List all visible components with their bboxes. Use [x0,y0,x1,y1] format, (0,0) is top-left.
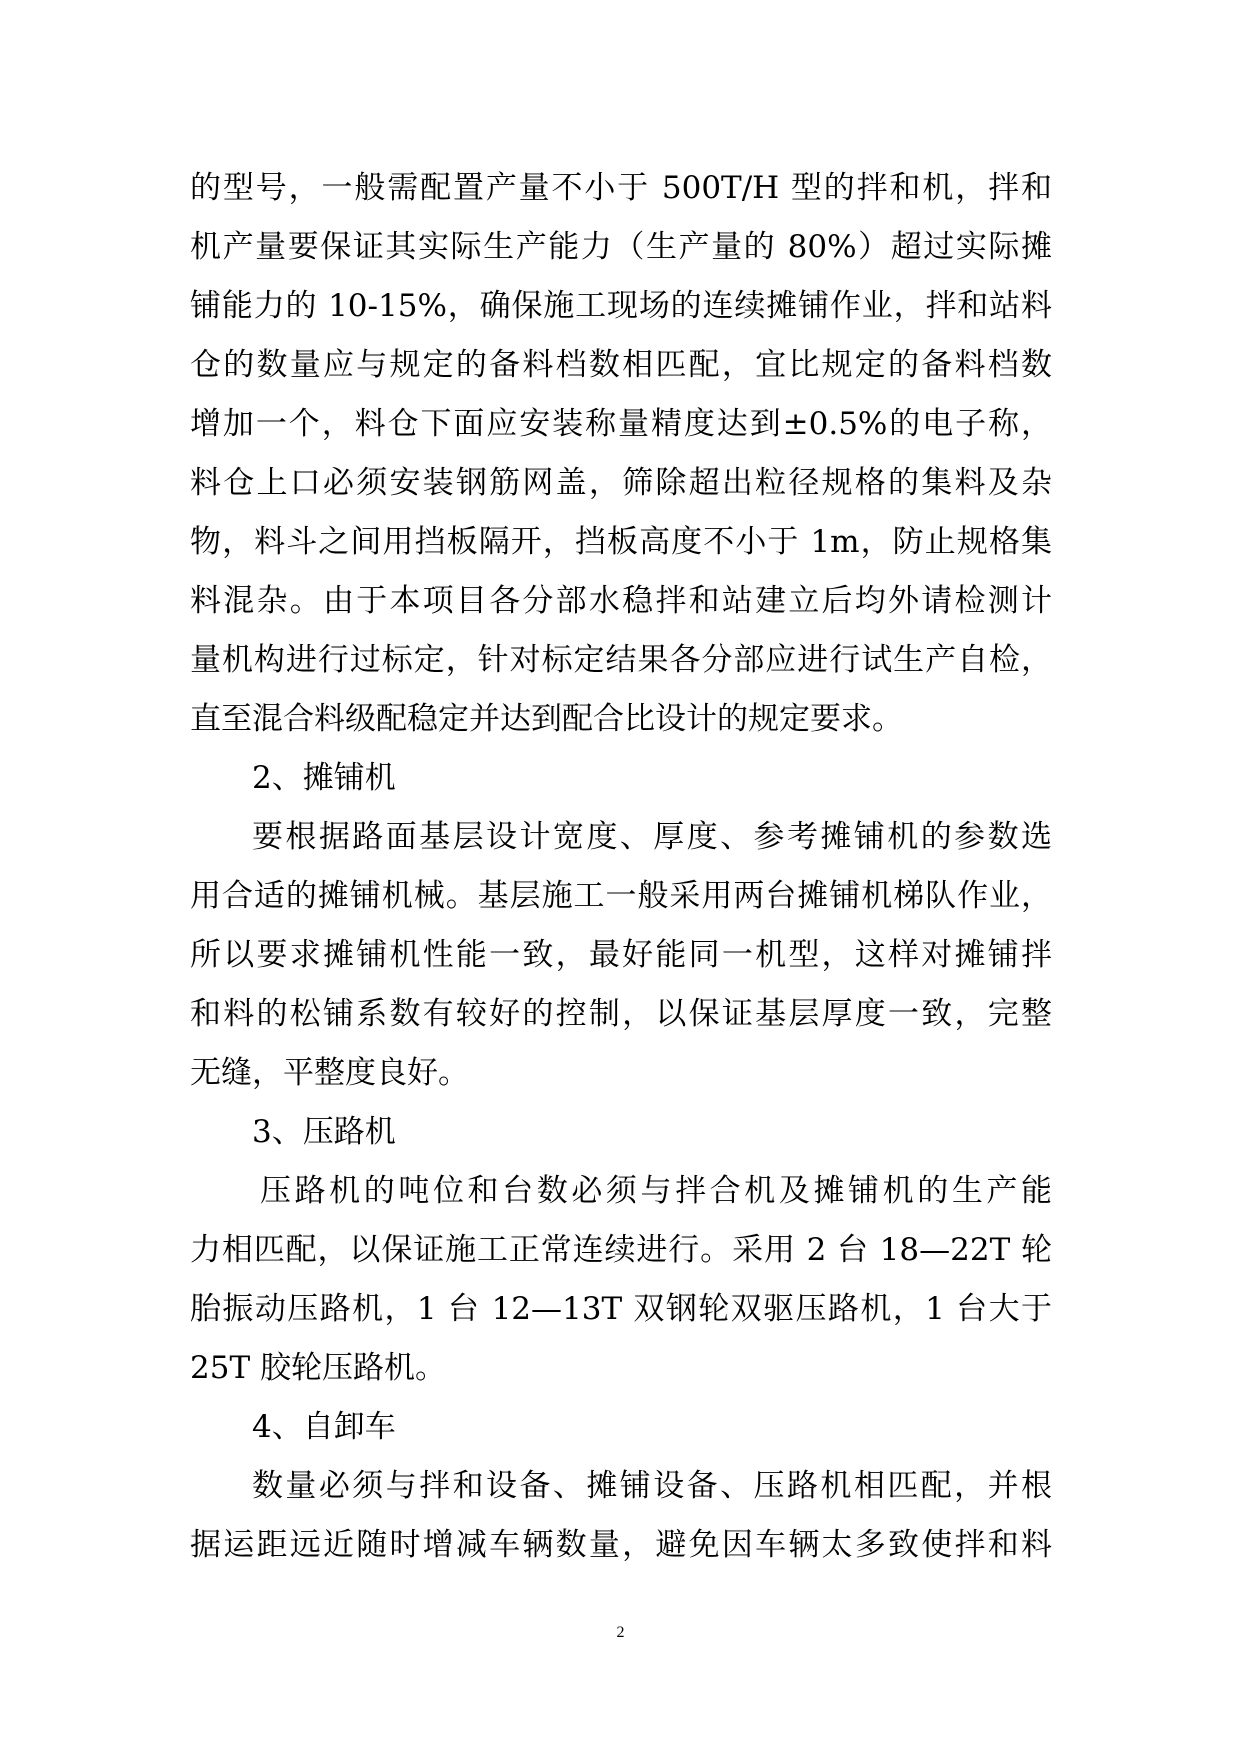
paragraph-line: 25T 胶轮压路机。 [190,1350,446,1386]
section-heading: 3、压路机 [252,1114,396,1150]
paragraph-line: 料混杂。由于本项目各分部水稳拌和站建立后均外请检测计 [190,583,1052,619]
paragraph-line: 仓的数量应与规定的备料档数相匹配，宜比规定的备料档数 [190,347,1052,383]
page-number: 2 [616,1624,625,1641]
paragraph-line: 压路机的吨位和台数必须与拌合机及摊铺机的生产能 [260,1173,1052,1209]
paragraph-line: 直至混合料级配稳定并达到配合比设计的规定要求。 [190,701,903,737]
paragraph-line: 所以要求摊铺机性能一致，最好能同一机型，这样对摊铺拌 [190,937,1052,973]
paragraph-line: 无缝，平整度良好。 [190,1055,469,1091]
paragraph-line: 铺能力的 10-15%，确保施工现场的连续摊铺作业，拌和站料 [190,288,1052,324]
paragraph-line: 力相匹配，以保证施工正常连续进行。采用 2 台 18—22T 轮 [190,1232,1052,1268]
section-heading: 2、摊铺机 [252,760,396,796]
paragraph-line: 料仓上口必须安装钢筋网盖，筛除超出粒径规格的集料及杂 [190,465,1052,501]
paragraph-line: 胎振动压路机，1 台 12—13T 双钢轮双驱压路机，1 台大于 [190,1291,1052,1327]
section-heading: 4、自卸车 [252,1409,396,1445]
paragraph-line: 要根据路面基层设计宽度、厚度、参考摊铺机的参数选 [252,819,1052,855]
paragraph-line: 的型号，一般需配置产量不小于 500T/H 型的拌和机，拌和 [190,170,1052,206]
paragraph-line: 量机构进行过标定，针对标定结果各分部应进行试生产自检， [190,642,1052,678]
paragraph-line: 据运距远近随时增减车辆数量，避免因车辆太多致使拌和料 [190,1527,1052,1563]
paragraph-line: 物，料斗之间用挡板隔开，挡板高度不小于 1m，防止规格集 [190,524,1052,560]
paragraph-line: 数量必须与拌和设备、摊铺设备、压路机相匹配，并根 [252,1468,1052,1504]
paragraph-line: 和料的松铺系数有较好的控制，以保证基层厚度一致，完整 [190,996,1052,1032]
paragraph-line: 增加一个，料仓下面应安装称量精度达到±0.5%的电子称， [190,406,1052,442]
paragraph-line: 用合适的摊铺机械。基层施工一般采用两台摊铺机梯队作业， [190,878,1052,914]
paragraph-line: 机产量要保证其实际生产能力（生产量的 80%）超过实际摊 [190,229,1052,265]
document-body [190,159,1052,1575]
